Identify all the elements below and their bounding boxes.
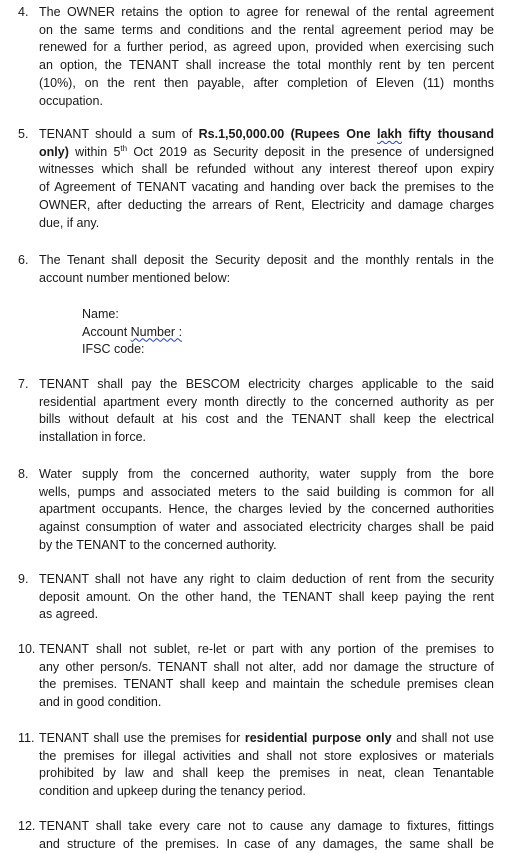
clause-text bbox=[39, 641, 494, 712]
clause-line bbox=[39, 730, 494, 748]
clause-number: 9. bbox=[18, 572, 29, 586]
clause-line: Water supply from the concerned authority, water supply from the bore bbox=[39, 467, 494, 481]
clause-text-run: Oct 2019 as Security deposit in the presence of undersigned bbox=[127, 144, 494, 159]
clause-number: 7. bbox=[18, 377, 29, 391]
clause-line: and in good condition. bbox=[39, 695, 162, 710]
clause-line: occupation. bbox=[39, 93, 103, 108]
clause-line: installation in force. bbox=[39, 430, 147, 445]
clause-line: account number mentioned below: bbox=[39, 270, 231, 285]
clause-line: residential apartment every month directly to the concerned authority as per bbox=[39, 394, 494, 409]
clause-line: TENANT shall not have any right to claim deduction of rent from the security bbox=[39, 572, 494, 586]
residential-purpose-emphasis: residential purpose only bbox=[244, 731, 392, 745]
clause-text bbox=[39, 4, 494, 110]
clause-6 bbox=[18, 252, 494, 287]
clause-text bbox=[39, 126, 494, 232]
clause-number: 5. bbox=[18, 127, 29, 141]
clause-line: The OWNER retains the option to agree for renewal of the rental agreement bbox=[39, 5, 494, 19]
clause-9 bbox=[18, 571, 494, 624]
clause-11 bbox=[18, 730, 494, 801]
clause-line: as agreed. bbox=[39, 607, 99, 622]
clause-line: an option, the TENANT shall increase the total monthly rent by ten percent bbox=[39, 58, 494, 73]
clause-text bbox=[39, 730, 494, 801]
account-details bbox=[82, 306, 182, 359]
clause-line: The Tenant shall deposit the Security deposit and the monthly rentals in the bbox=[39, 253, 494, 267]
clause-12 bbox=[18, 818, 494, 853]
clause-7 bbox=[18, 376, 494, 447]
clause-number: 10. bbox=[18, 642, 36, 656]
clause-text bbox=[39, 252, 494, 287]
clause-4 bbox=[18, 4, 494, 110]
clause-line: wells, pumps and associated meters to the said building is common for all bbox=[39, 484, 494, 499]
clause-line: TENANT shall pay the BESCOM electricity charges applicable to the said bbox=[39, 377, 494, 391]
clause-line: deposit amount. On the other hand, the TENANT shall keep paying the rent bbox=[39, 589, 494, 604]
clause-number: 12. bbox=[18, 819, 36, 833]
clause-line: OWNER, after deducting the arrears of Rent, Electricity and damage charges bbox=[39, 197, 494, 212]
clause-line: on the same terms and conditions and the rental agreement period may be bbox=[39, 22, 494, 37]
clause-line: against consumption of water and associated electricity charges shall be paid bbox=[39, 520, 494, 535]
clause-8 bbox=[18, 466, 494, 555]
clause-line: condition and upkeep during the tenancy period. bbox=[39, 784, 306, 799]
clause-line: (10%), on the rent then payable, after completion of Eleven (11) months bbox=[39, 75, 494, 90]
clause-5 bbox=[18, 126, 494, 232]
clause-line: TENANT shall not sublet, re-let or part with any portion of the premises to bbox=[39, 642, 494, 656]
clause-number: 6. bbox=[18, 253, 29, 267]
clause-line bbox=[39, 144, 494, 162]
account-number-label-text: Account bbox=[82, 324, 131, 339]
clause-line: prohibited by law and shall keep the premises in neat, clean Tenantable bbox=[39, 766, 494, 781]
clause-line: apartment occupants. Hence, the charges levied by the concerned authorities bbox=[39, 502, 494, 517]
clause-text bbox=[39, 818, 494, 853]
clause-text-run: within 5 bbox=[68, 144, 121, 159]
clause-line: TENANT shall take every care not to cause any damage to fixtures, fittings bbox=[39, 819, 494, 833]
clause-line bbox=[39, 126, 494, 144]
clause-number: 4. bbox=[18, 5, 29, 19]
clause-text bbox=[39, 466, 494, 555]
clause-text-run: fifty thousand bbox=[402, 127, 494, 141]
clause-text-run: and shall not use bbox=[391, 731, 494, 745]
clause-line: the premises. TENANT shall keep and maintain the schedule premises clean bbox=[39, 677, 494, 692]
deposit-amount: Rs.1,50,000.00 bbox=[198, 127, 285, 141]
clause-line: witnesses which shall be refunded without any interest thereof upon expiry bbox=[39, 162, 494, 177]
clause-text-run: TENANT should a sum of bbox=[39, 127, 199, 141]
clause-line: any other person/s. TENANT shall not alter, add nor damage the structure of bbox=[39, 659, 494, 674]
clause-line: bills without default at his cost and the TENANT shall keep the electrical bbox=[39, 412, 494, 427]
clause-line: the premises for illegal activities and shall not store explosives or materials bbox=[39, 748, 494, 763]
clause-10 bbox=[18, 641, 494, 712]
clause-text-run: TENANT shall use the premises for bbox=[39, 731, 245, 745]
clause-line: by the TENANT to the concerned authority. bbox=[39, 537, 277, 552]
clause-line: renewed for a further period, as agreed upon, provided when exercising such bbox=[39, 40, 494, 55]
clause-text-run: lakh bbox=[377, 127, 403, 141]
clause-text bbox=[39, 376, 494, 447]
clause-line: due, if any. bbox=[39, 215, 100, 230]
clause-line: of Agreement of TENANT vacating and handing over back the premises to the bbox=[39, 180, 494, 195]
account-number-label-text: Number : bbox=[130, 324, 183, 339]
account-name-label: Name: bbox=[82, 307, 119, 321]
clause-text bbox=[39, 571, 494, 624]
clause-number: 8. bbox=[18, 467, 29, 481]
clause-text-run: (Rupees One bbox=[284, 127, 378, 141]
account-number-label bbox=[82, 324, 182, 342]
ifsc-code-label: IFSC code: bbox=[82, 342, 145, 357]
clause-text-run: only) bbox=[39, 144, 69, 159]
clause-line: and structure of the premises. In case of any damages, the same shall be bbox=[39, 836, 494, 851]
ordinal-suffix: th bbox=[120, 143, 128, 153]
clause-number: 11. bbox=[18, 731, 35, 745]
